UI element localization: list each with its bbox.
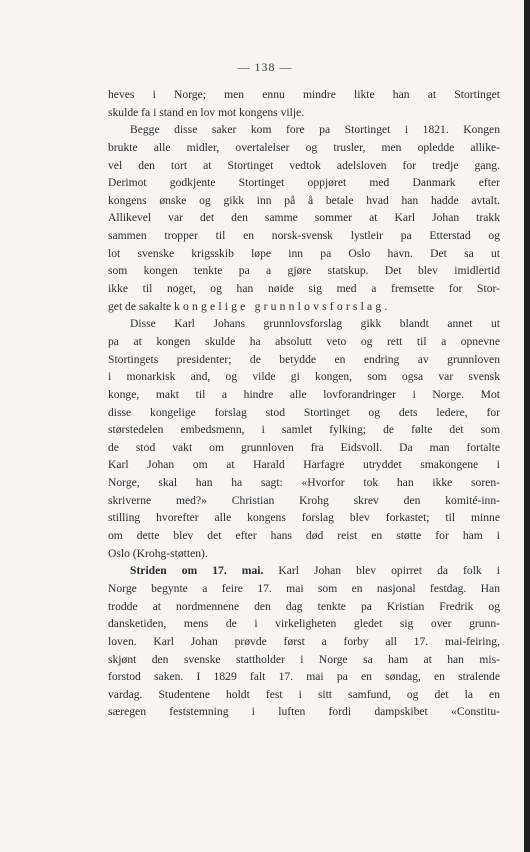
text-line: pa at kongen skulde ha absolutt veto og rett til a opnevne bbox=[108, 334, 500, 348]
section-heading: Striden om 17. mai. bbox=[130, 564, 264, 578]
text-line: lot svenske krigsskib løpe inn pa Oslo havn. Det sa ut bbox=[108, 246, 500, 260]
text-line: heves i Norge; men ennu mindre likte han at Stortinget bbox=[108, 88, 500, 101]
text-line: de stod vakt om grunnloven fra Eidsvoll. Da man fortalte bbox=[108, 440, 500, 454]
text-line: konge, makt til a hindre alle lovforandringer i Norge. Mot bbox=[108, 387, 500, 401]
text-line: vardag. Studentene holdt fest i sitt samfund, og det la en bbox=[108, 687, 500, 701]
text-line: Karl Johan om at Harald Harfagre utryddet smakongene i bbox=[108, 458, 500, 472]
text-line: sammen tropper til en norsk-svensk lystleir pa Etterstad og bbox=[108, 229, 500, 243]
page-edge-shadow bbox=[524, 0, 530, 852]
text-line: Disse Karl Johans grunnlovsforslag gikk blandt annet ut bbox=[130, 317, 500, 331]
text-line: dansketiden, mens de i virkeligheten gledet sig over grunn- bbox=[108, 617, 500, 631]
text-line: Allikevel var det den samme sommer at Karl Johan trakk bbox=[108, 211, 500, 225]
text-line-spaced: get de sakalte kongelige grunnlovsforslag. bbox=[108, 299, 391, 313]
text-line: skulde fa i stand en lov mot kongens vilje. bbox=[108, 105, 305, 119]
text-line: særegen feststemning i luften fordi dampskibet «Constitu- bbox=[108, 705, 500, 719]
text-line: skriverne med?» Christian Krohg skrev den komité-inn- bbox=[108, 493, 500, 507]
text-line: om dette blev det efter hans død reist en støtte for ham i bbox=[108, 529, 500, 543]
emphasized-term: kongelige grunnlovsforslag. bbox=[174, 299, 391, 313]
text-line: størstedelen embedsmenn, i samlet fylking; de følte det som bbox=[108, 423, 500, 437]
page-number: — 138 — bbox=[237, 60, 293, 74]
text-line: Norge begynte a feire 17. mai som en nasjonal festdag. Han bbox=[108, 581, 500, 595]
text-line: i monarkisk and, og vilde gi kongen, som ogsa var svensk bbox=[108, 370, 500, 384]
text-line: forstod saken. I 1829 falt 17. mai pa en søndag, en stralende bbox=[108, 670, 500, 684]
text-line: loven. Karl Johan prøvde først a forby all 17. mai-feiring, bbox=[108, 634, 500, 648]
text-line: Derimot godkjente Stortinget oppjøret med Danmark efter bbox=[108, 176, 500, 190]
text-line-section-start: Striden om 17. mai. Karl Johan blev opirret da folk i bbox=[130, 564, 500, 578]
text-line: stilling hvorefter alle kongens forslag blev forkastet; til minne bbox=[108, 511, 500, 525]
text-line: Oslo (Krohg-støtten). bbox=[108, 546, 208, 560]
text-line: Norge, skal han ha sagt: «Hvorfor tok han ikke soren- bbox=[108, 476, 500, 490]
text-line: Begge disse saker kom fore pa Stortinget i 1821. Kongen bbox=[130, 123, 500, 137]
text-line: Stortingets presidenter; de betydde en endring av grunnloven bbox=[108, 352, 500, 366]
text-line: ikke til noget, og han nøide sig med a fremsette for Stor- bbox=[108, 282, 500, 296]
body-text bbox=[108, 86, 500, 721]
text-line: skjønt den svenske stattholder i Norge sa ham at han mis- bbox=[108, 652, 500, 666]
text-line: som kongen tenkte pa a gjøre statskup. Det blev imidlertid bbox=[108, 264, 500, 278]
text-line: vel den tort at Stortinget vedtok adelsloven for tredje gang. bbox=[108, 158, 500, 172]
text-line: brukte alle midler, overtalelser og trusler, men opledde allike- bbox=[108, 140, 500, 154]
text-line: disse kongelige forslag stod Stortinget og dets ledere, for bbox=[108, 405, 500, 419]
text-line: trodde at nordmennene den dag tenkte pa Kristian Fredrik og bbox=[108, 599, 500, 613]
text-line: kongens ønske og gikk inn på å betale hvad han hadde avtalt. bbox=[108, 193, 500, 207]
